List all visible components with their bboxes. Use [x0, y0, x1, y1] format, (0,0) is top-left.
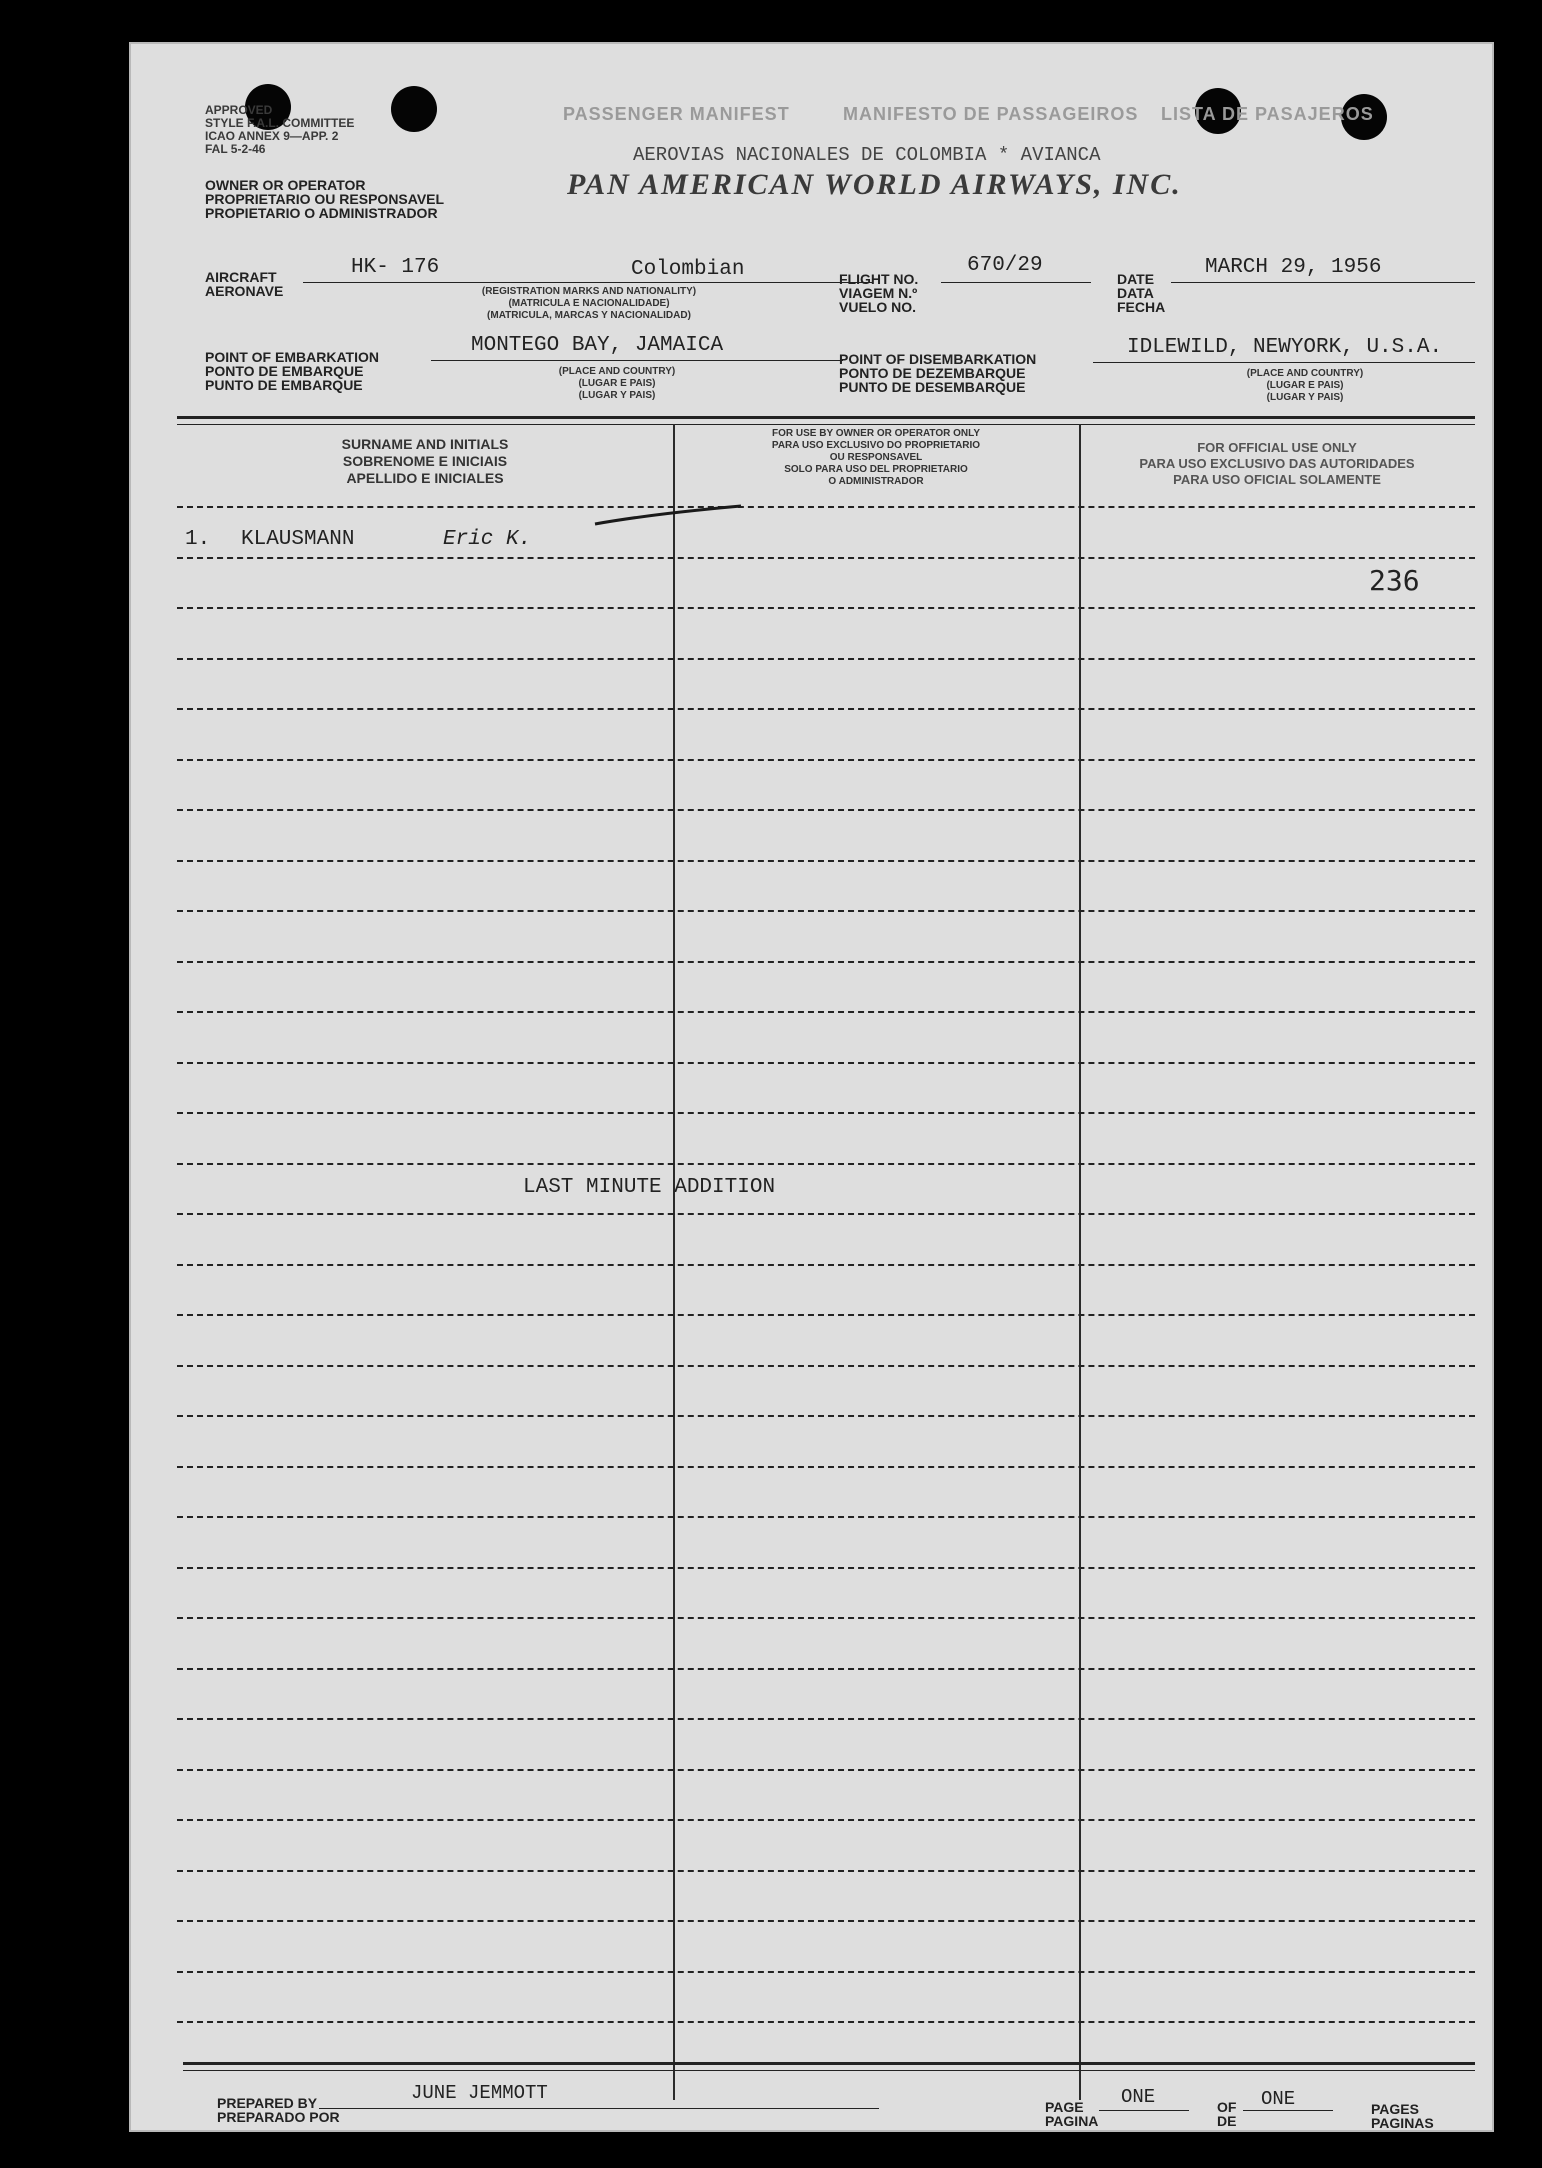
form-ref-line: ICAO ANNEX 9—APP. 2 [205, 129, 339, 143]
column-divider-1 [673, 424, 675, 2100]
handwritten-stroke [591, 500, 751, 530]
official-use-header-line: PARA USO EXCLUSIVO DAS AUTORIDADES [1139, 456, 1415, 471]
ruled-line [177, 759, 1475, 761]
aircraft-label [205, 270, 283, 298]
date-label-line: FECHA [1117, 299, 1166, 315]
official-use-header-line: FOR OFFICIAL USE ONLY [1197, 440, 1357, 455]
aircraft-sublabel-line: (REGISTRATION MARKS AND NATIONALITY) [481, 286, 697, 297]
disembarkation-label [839, 352, 1036, 394]
ruled-line [177, 1062, 1475, 1064]
surname-header-line: SOBRENOME E INICIAIS [342, 453, 508, 469]
owner-use-header-line: OU RESPONSAVEL [829, 452, 923, 463]
of-label-line: OF [1217, 2099, 1237, 2115]
disembarkation-sublabel-line: (LUGAR Y PAIS) [1266, 392, 1344, 403]
ruled-line [177, 658, 1475, 660]
ruled-line [177, 1112, 1475, 1114]
prepared-by-label [217, 2096, 340, 2124]
ruled-line [177, 607, 1475, 609]
ruled-line [177, 1213, 1475, 1215]
page-underline [1099, 2110, 1189, 2111]
date-label [1117, 272, 1165, 314]
flight-underline [941, 282, 1091, 283]
table-top-rule-thin [177, 424, 1475, 425]
flight-number: 670/29 [967, 254, 1043, 277]
official-use-header-line: PARA USO OFICIAL SOLAMENTE [1173, 472, 1381, 487]
ruled-line [177, 1718, 1475, 1720]
embarkation-label-line: PONTO DE EMBARQUE [205, 363, 364, 379]
pages-label [1371, 2102, 1434, 2130]
page-value: ONE [1121, 2086, 1156, 2108]
ruled-line [177, 506, 1475, 508]
owner-label-line: OWNER OR OPERATOR [205, 177, 366, 193]
ruled-line [177, 557, 1475, 559]
owner-use-header-line: SOLO PARA USO DEL PROPRIETARIO [784, 464, 968, 475]
disembarkation-label-line: PONTO DE DEZEMBARQUE [839, 365, 1026, 381]
manifest-sheet [129, 42, 1494, 2132]
ruled-line [177, 1617, 1475, 1619]
table-top-rule [177, 416, 1475, 419]
ruled-line [177, 1163, 1475, 1165]
surname-header-line: SURNAME AND INITIALS [341, 436, 509, 452]
pages-label-line: PAGINAS [1371, 2115, 1434, 2131]
ruled-line [177, 1415, 1475, 1417]
owner-label-line: PROPRIETARIO OU RESPONSAVEL [205, 191, 445, 207]
ruled-line [177, 860, 1475, 862]
page-label-line: PAGINA [1045, 2113, 1099, 2129]
disembarkation-underline [1093, 362, 1475, 363]
prepared-underline [319, 2108, 879, 2109]
owner-use-column-header [673, 428, 1079, 488]
ruled-line [177, 2021, 1475, 2023]
ruled-line [177, 1769, 1475, 1771]
disembarkation-label-line: PUNTO DE DESEMBARQUE [839, 379, 1026, 395]
aircraft-sublabel-line: (MATRICULA, MARCAS Y NACIONALIDAD) [487, 310, 691, 321]
pages-label-line: PAGES [1371, 2101, 1419, 2117]
surname-column-header [177, 436, 673, 487]
embarkation-label [205, 350, 379, 392]
aircraft-label-line: AIRCRAFT [205, 269, 277, 285]
embarkation-underline [431, 360, 843, 361]
of-value: ONE [1261, 2088, 1296, 2110]
passenger-initials: Eric K. [443, 528, 532, 551]
owner-use-header-line: O ADMINISTRADOR [828, 476, 924, 487]
ruled-line [177, 1920, 1475, 1922]
ruled-line [177, 961, 1475, 963]
passenger-number: 1. [185, 528, 211, 551]
date-underline [1171, 282, 1475, 283]
ruled-line [177, 1668, 1475, 1670]
embarkation-sublabel-line: (LUGAR Y PAIS) [578, 390, 656, 401]
embarkation-sublabel [517, 366, 717, 402]
handwritten-stroke-path [595, 506, 741, 524]
form-ref-line: STYLE F.A.L. COMMITTEE [205, 116, 355, 130]
page-label [1045, 2100, 1098, 2128]
owner-line-2: PAN AMERICAN WORLD AIRWAYS, INC. [567, 168, 1182, 201]
prepared-label-line: PREPARADO POR [217, 2109, 340, 2125]
disembarkation-sublabel-line: (LUGAR E PAIS) [1266, 380, 1344, 391]
punch-hole-left-2 [391, 86, 437, 132]
embarkation-sublabel-line: (LUGAR E PAIS) [578, 378, 656, 389]
embarkation-label-line: PUNTO DE EMBARQUE [205, 377, 363, 393]
official-number: 236 [1369, 564, 1420, 597]
form-ref-line: FAL 5-2-46 [205, 142, 266, 156]
ruled-line [177, 1011, 1475, 1013]
title-english: PASSENGER MANIFEST [563, 104, 790, 124]
ruled-line [177, 1819, 1475, 1821]
aircraft-sublabel-line: (MATRICULA E NACIONALIDADE) [508, 298, 670, 309]
owner-label [205, 178, 444, 220]
official-use-column-header [1079, 440, 1475, 488]
embarkation-label-line: POINT OF EMBARKATION [205, 349, 379, 365]
aircraft-nationality: Colombian [631, 258, 745, 281]
disembarkation-sublabel-line: (PLACE AND COUNTRY) [1246, 368, 1364, 379]
of-label [1217, 2100, 1236, 2128]
passenger-surname: KLAUSMANN [241, 528, 355, 551]
ruled-line [177, 1516, 1475, 1518]
prepared-by-value: JUNE JEMMOTT [411, 2082, 548, 2104]
column-divider-2 [1079, 424, 1081, 2100]
ruled-line [177, 1870, 1475, 1872]
owner-use-header-line: PARA USO EXCLUSIVO DO PROPRIETARIO [771, 440, 981, 451]
flight-label [839, 272, 918, 314]
title-spanish: LISTA DE PASAJEROS [1161, 104, 1374, 124]
disembarkation-label-line: POINT OF DISEMBARKATION [839, 351, 1037, 367]
aircraft-underline [303, 282, 873, 283]
ruled-line [177, 1365, 1475, 1367]
owner-label-line: PROPIETARIO O ADMINISTRADOR [205, 205, 438, 221]
date-value: MARCH 29, 1956 [1205, 256, 1382, 279]
flight-label-line: FLIGHT NO. [839, 271, 919, 287]
owner-line-1: AEROVIAS NACIONALES DE COLOMBIA * AVIANCA [633, 144, 1101, 166]
surname-header-line: APELLIDO E INICIALES [346, 470, 504, 486]
last-minute-note: LAST MINUTE ADDITION [523, 1176, 776, 1199]
aircraft-registration: HK- 176 [351, 256, 440, 279]
flight-label-line: VUELO NO. [839, 299, 917, 315]
of-underline [1243, 2110, 1333, 2111]
prepared-label-line: PREPARED BY [217, 2095, 318, 2111]
ruled-line [177, 1466, 1475, 1468]
disembarkation-sublabel [1205, 368, 1405, 404]
aircraft-label-line: AERONAVE [205, 283, 284, 299]
ruled-line [177, 708, 1475, 710]
title-portuguese: MANIFESTO DE PASSAGEIROS [843, 104, 1139, 124]
table-bottom-rule [183, 2062, 1475, 2065]
ruled-line [177, 1314, 1475, 1316]
flight-label-line: VIAGEM N.º [839, 285, 918, 301]
date-label-line: DATE [1117, 271, 1155, 287]
owner-use-header-line: FOR USE BY OWNER OR OPERATOR ONLY [772, 428, 980, 439]
date-label-line: DATA [1117, 285, 1154, 301]
form-reference [205, 104, 354, 156]
page-label-line: PAGE [1045, 2099, 1084, 2115]
table-bottom-rule-thin [183, 2070, 1475, 2071]
aircraft-sublabel [399, 286, 779, 322]
form-ref-line: APPROVED [205, 103, 273, 117]
ruled-line [177, 1971, 1475, 1973]
of-label-line: DE [1217, 2113, 1237, 2129]
ruled-line [177, 1264, 1475, 1266]
ruled-line [177, 910, 1475, 912]
ruled-line [177, 809, 1475, 811]
disembarkation-value: IDLEWILD, NEWYORK, U.S.A. [1127, 336, 1443, 359]
ruled-line [177, 1567, 1475, 1569]
embarkation-sublabel-line: (PLACE AND COUNTRY) [558, 366, 676, 377]
embarkation-value: MONTEGO BAY, JAMAICA [471, 334, 724, 357]
